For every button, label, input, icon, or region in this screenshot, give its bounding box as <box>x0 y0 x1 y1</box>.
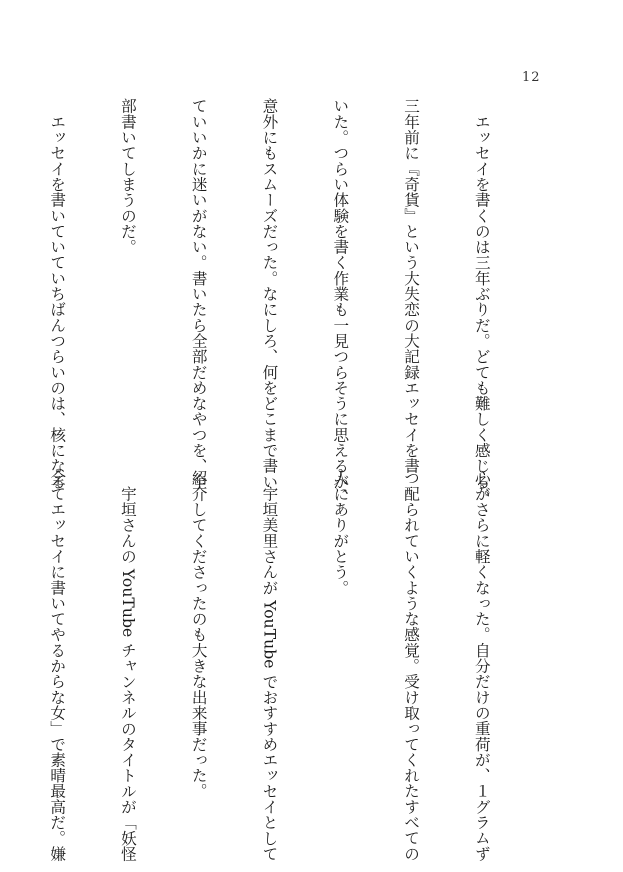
text-line: 全てエッセイに書いてやるからな女」で素晴最高だ。嫌 <box>48 470 67 862</box>
text-line: 三年前に『奇貨』という大失恋の大記録エッセイを書 <box>402 98 421 474</box>
page-number: 12 <box>522 70 541 85</box>
text-line: つ配られていくような感覚。受け取ってくれたすべての <box>402 470 421 862</box>
upper-text-block <box>0 98 540 505</box>
lower-text-block <box>0 470 540 862</box>
text-line: 意外にもスムーズだった。なにしろ、何をどこまで書い <box>260 98 279 490</box>
text-line: いた。つらい体験を書く作業も一見つらそうに思えるが、 <box>331 98 350 505</box>
text-line: エッセイを書いていていちばんつらいのは、核になる <box>48 98 67 490</box>
text-line: ていいかに迷いがない。書いたら全部だめなやつを、全 <box>189 98 208 490</box>
text-line: 心がさらに軽くなった。自分だけの重荷が、１グラムず <box>472 470 491 862</box>
text-line: 人にありがとう。 <box>331 470 350 596</box>
text-line: エッセイを書くのは三年ぶりだ。どても難しく感じる。 <box>472 98 491 505</box>
text-line: 宇垣さんの YouTube チャンネルのタイトルが「妖怪 <box>118 470 137 862</box>
text-line: 宇垣美里さんが YouTube でおすすめエッセイとして <box>260 470 279 862</box>
text-line: 部書いてしまうのだ。 <box>118 98 137 255</box>
text-line: 紹介してくださったのも大きな出来事だった。 <box>189 470 208 799</box>
